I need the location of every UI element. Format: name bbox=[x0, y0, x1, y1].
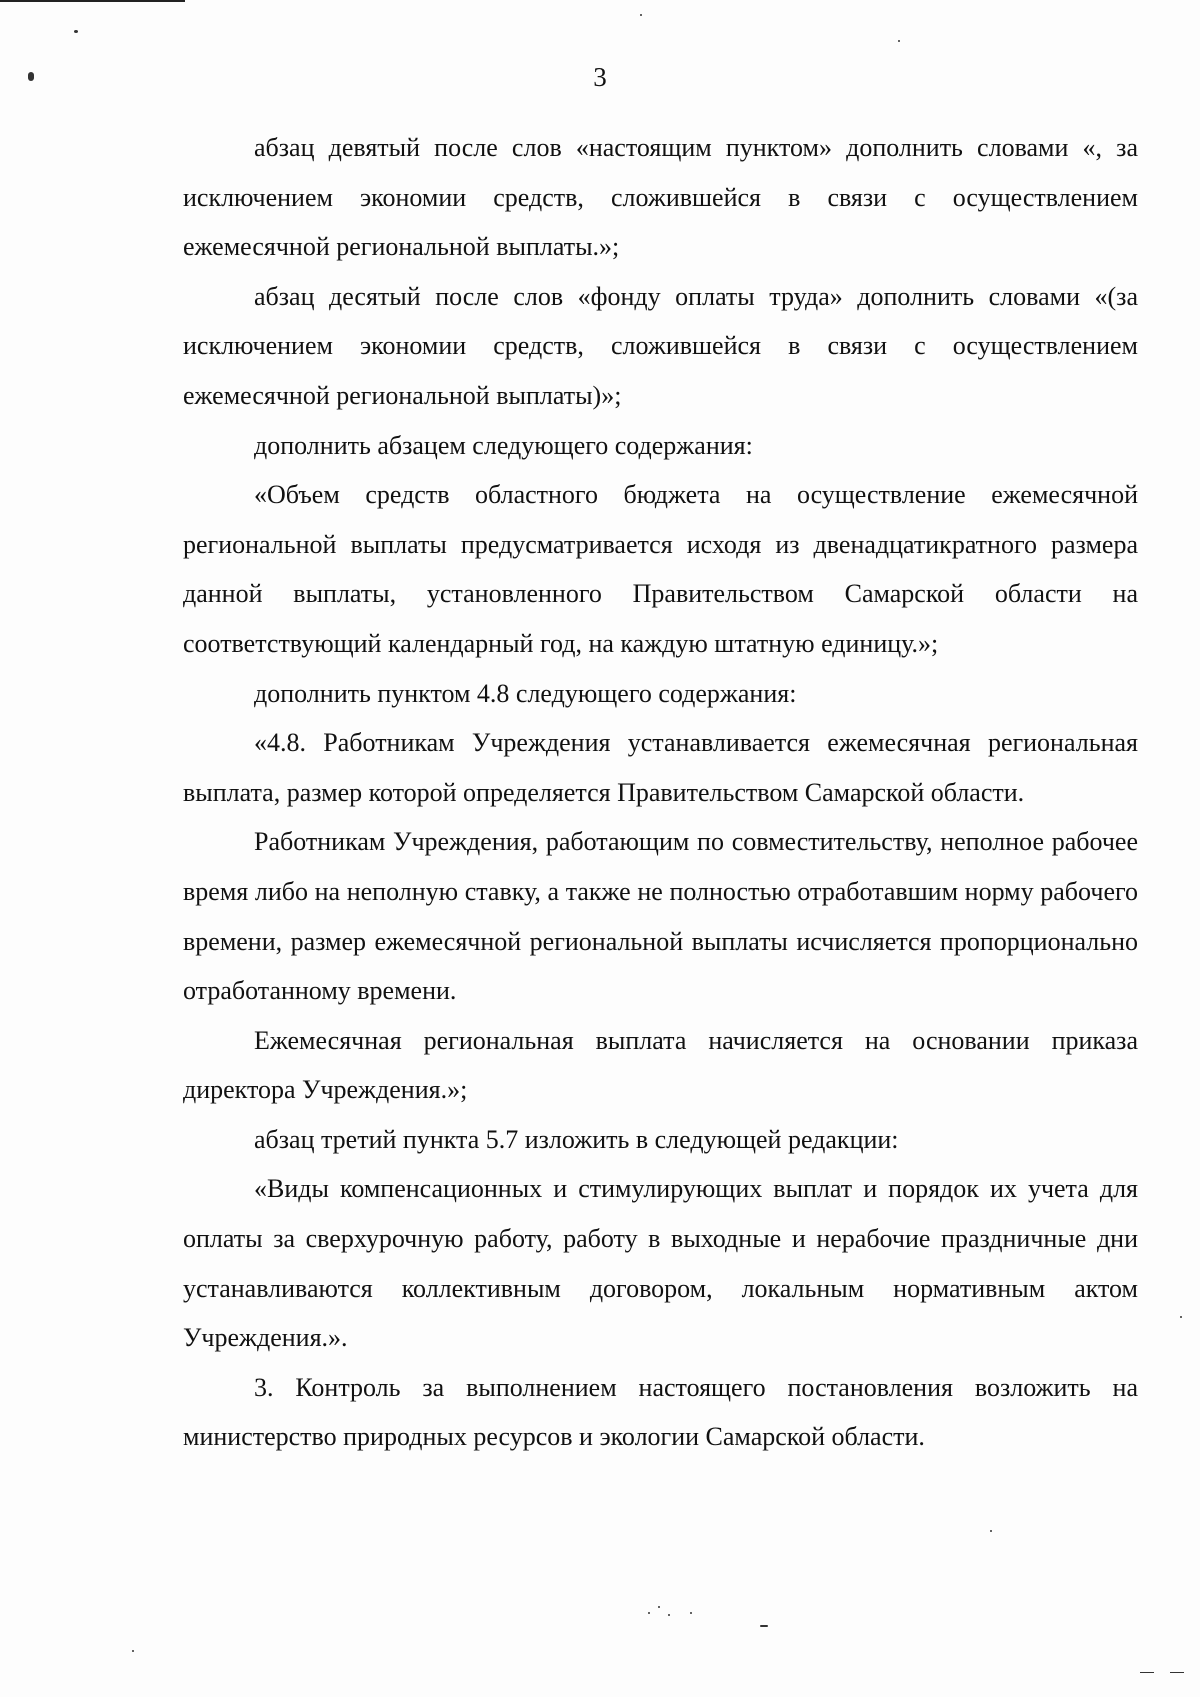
scan-speck bbox=[658, 1606, 660, 1608]
paragraph: абзац девятый после слов «настоящим пунктом» дополнить словами «, за исключением экономии средств, сложившейся в связи с осуществлением ежемесячной региональной выплаты.»; bbox=[183, 133, 1138, 262]
scan-speck bbox=[640, 14, 642, 16]
page-number: 3 bbox=[593, 62, 607, 92]
scan-speck bbox=[990, 1530, 992, 1532]
paragraph: «Объем средств областного бюджета на осуществление ежемесячной региональной выплаты предусматривается исходя из двенадцатикратного размера данной выплаты, установленного Правительством Самарской области на соответствующий календарный год, на каждую штатную единицу.»; bbox=[183, 480, 1138, 658]
paragraph: «4.8. Работникам Учреждения устанавливается ежемесячная региональная выплата, размер которой определяется Правительством Самарской области. bbox=[183, 728, 1138, 807]
scan-speck bbox=[690, 1612, 692, 1614]
scan-speck bbox=[760, 1625, 768, 1627]
paragraph: дополнить пунктом 4.8 следующего содержания: bbox=[254, 678, 797, 708]
scan-speck bbox=[1170, 1672, 1184, 1673]
document-body bbox=[183, 123, 1138, 1462]
paragraph: 3. Контроль за выполнением настоящего постановления возложить на министерство природных ресурсов и экологии Самарской области. bbox=[183, 1372, 1138, 1452]
scan-speck bbox=[648, 1612, 650, 1614]
paragraph: дополнить абзацем следующего содержания: bbox=[254, 430, 753, 460]
scan-speck bbox=[668, 1614, 670, 1616]
paragraph: Ежемесячная региональная выплата начисляется на основании приказа директора Учреждения.»; bbox=[183, 1025, 1138, 1105]
scan-speck bbox=[898, 40, 900, 42]
scan-artifact-line bbox=[0, 0, 185, 2]
paragraph: «Виды компенсационных и стимулирующих выплат и порядок их учета для оплаты за сверхурочную работу, работу в выходные и нерабочие праздничные дни устанавливаются коллективным договором, локальным нормативным актом Учреждения.». bbox=[183, 1174, 1138, 1353]
scan-speck bbox=[1180, 1316, 1182, 1318]
paragraph: Работникам Учреждения, работающим по совместительству, неполное рабочее время либо на неполную ставку, а также не полностью отработавшим норму рабочего времени, размер ежемесячной региональной выплаты исчисляется пропорционально отработанному времени. bbox=[183, 827, 1138, 1006]
scan-speck bbox=[1140, 1672, 1154, 1673]
scan-speck bbox=[74, 30, 78, 33]
paragraph: абзац третий пункта 5.7 изложить в следующей редакции: bbox=[254, 1124, 899, 1154]
paragraph: абзац десятый после слов «фонду оплаты труда» дополнить словами «(за исключением экономии средств, сложившейся в связи с осуществлением ежемесячной региональной выплаты)»; bbox=[183, 281, 1138, 410]
scan-speck bbox=[132, 1650, 134, 1652]
